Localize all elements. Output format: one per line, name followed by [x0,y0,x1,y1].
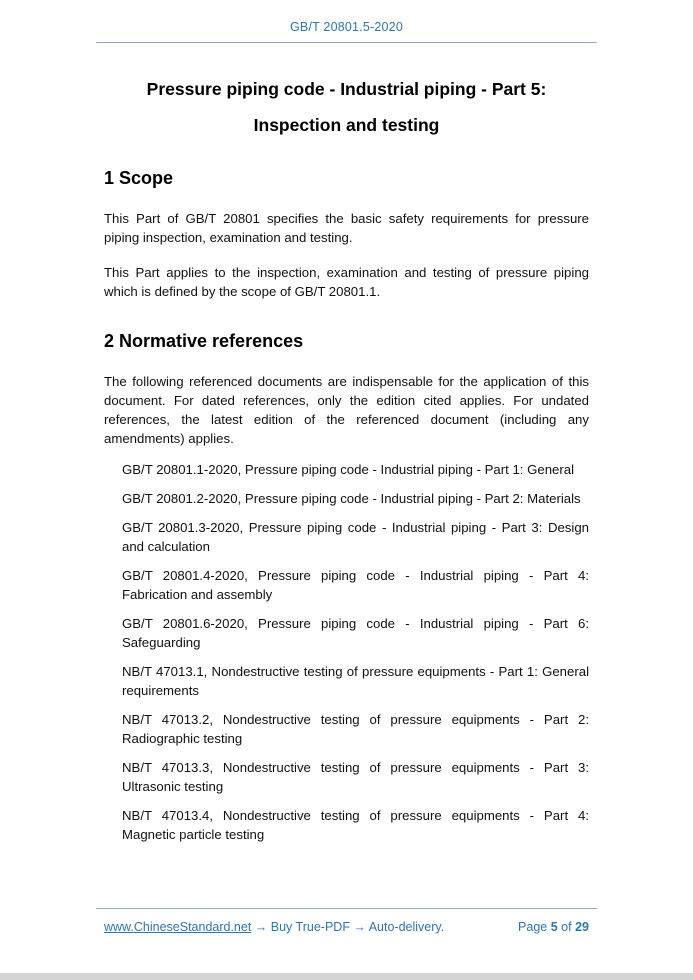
page-content [0,79,693,844]
total-pages: 29 [575,920,589,934]
page-label: Page [518,920,548,934]
normative-intro-paragraph: The following referenced documents are indispensable for the application of this document. For dated references, only the edition cited applies. For undated references, the latest edition of the referenced document (including any amendments) applies. [104,374,589,446]
footer-website-link[interactable]: www.ChineseStandard.net [104,920,252,934]
reference-item: NB/T 47013.1, Nondestructive testing of pressure equipments - Part 1: General requirements [122,664,589,698]
section-heading-normative-references: 2 Normative references [104,331,304,351]
document-title [104,79,589,136]
scope-paragraph-2: This Part applies to the inspection, examination and testing of pressure piping which is defined by the scope of GB/T 20801.1. [104,265,589,299]
reference-item: NB/T 47013.3, Nondestructive testing of pressure equipments - Part 3: Ultrasonic testing [122,760,589,794]
footer-left [104,920,444,934]
page-footer [96,908,597,934]
page-bottom-edge [0,973,693,980]
header-rule [96,42,597,43]
section-heading-scope: 1 Scope [104,168,174,188]
page-indicator [518,920,589,934]
reference-item: NB/T 47013.4, Nondestructive testing of pressure equipments - Part 4: Magnetic particle testing [122,808,589,842]
reference-item: GB/T 20801.3-2020, Pressure piping code - Industrial piping - Part 3: Design and calculation [122,520,589,554]
footer-tagline: → Buy True-PDF → Auto-delivery. [254,920,445,934]
title-line-1: Pressure piping code - Industrial piping - Part 5: [146,79,547,99]
reference-item: GB/T 20801.4-2020, Pressure piping code - Industrial piping - Part 4: Fabrication and assembly [122,568,589,602]
of-label: of [561,920,572,934]
page-number: 5 [550,920,558,934]
standard-code: GB/T 20801.5-2020 [290,20,403,34]
reference-item: GB/T 20801.1-2020, Pressure piping code - Industrial piping - Part 1: General [122,462,575,477]
reference-item: NB/T 47013.2, Nondestructive testing of pressure equipments - Part 2: Radiographic testing [122,712,589,746]
scope-paragraph-1: This Part of GB/T 20801 specifies the basic safety requirements for pressure piping inspection, examination and testing. [104,211,589,245]
reference-list [104,460,589,844]
reference-item: GB/T 20801.2-2020, Pressure piping code - Industrial piping - Part 2: Materials [122,491,581,506]
page-header [0,0,693,34]
reference-item: GB/T 20801.6-2020, Pressure piping code - Industrial piping - Part 6: Safeguarding [122,616,589,650]
title-line-2: Inspection and testing [253,115,440,135]
